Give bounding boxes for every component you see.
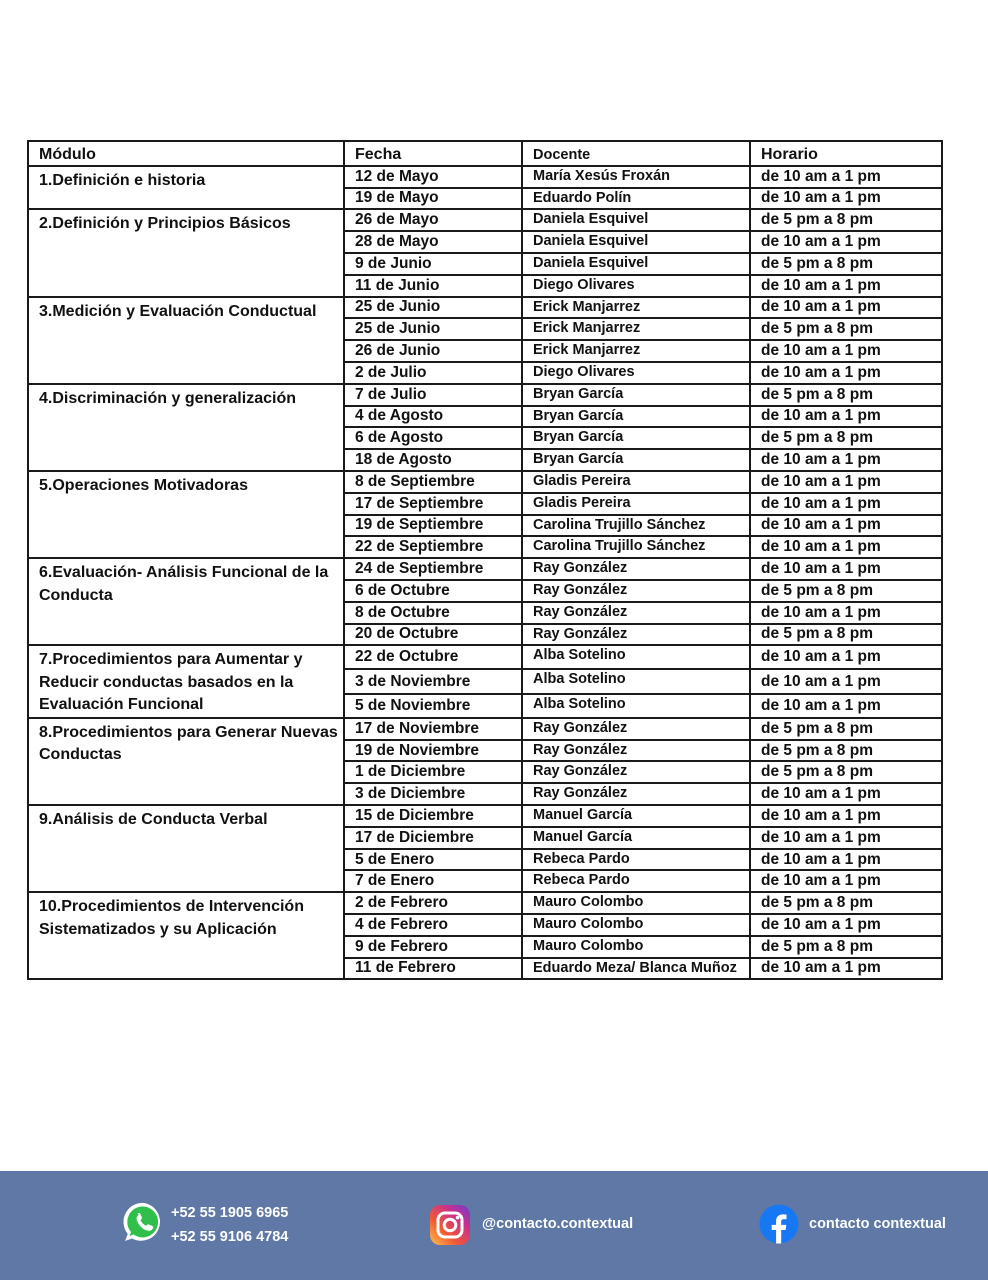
session-date: 15 de Diciembre (344, 805, 522, 827)
session-date: 6 de Octubre (344, 580, 522, 602)
session-teacher: Ray González (522, 602, 750, 624)
session-date: 26 de Mayo (344, 209, 522, 231)
session-date: 1 de Diciembre (344, 761, 522, 783)
phone-number-1[interactable]: +52 55 1905 6965 (171, 1205, 289, 1221)
session-time: de 10 am a 1 pm (750, 188, 942, 210)
session-teacher: Eduardo Meza/ Blanca Muñoz (522, 958, 750, 980)
session-time: de 5 pm a 8 pm (750, 740, 942, 762)
session-time: de 5 pm a 8 pm (750, 384, 942, 406)
schedule-body (28, 166, 942, 980)
session-teacher: Erick Manjarrez (522, 318, 750, 340)
module-title: 5.Operaciones Motivadoras (28, 471, 344, 558)
header-docente: Docente (522, 141, 750, 166)
session-teacher: Bryan García (522, 406, 750, 428)
session-time: de 10 am a 1 pm (750, 870, 942, 892)
session-date: 8 de Septiembre (344, 471, 522, 493)
session-teacher: Bryan García (522, 427, 750, 449)
session-teacher: Carolina Trujillo Sánchez (522, 515, 750, 537)
table-row (28, 718, 942, 740)
session-time: de 10 am a 1 pm (750, 362, 942, 384)
session-teacher: Bryan García (522, 449, 750, 471)
session-teacher: Gladis Pereira (522, 471, 750, 493)
module-title: 4.Discriminación y generalización (28, 384, 344, 471)
session-date: 5 de Noviembre (344, 694, 522, 718)
session-time: de 5 pm a 8 pm (750, 761, 942, 783)
session-teacher: Ray González (522, 580, 750, 602)
session-teacher: Ray González (522, 761, 750, 783)
session-date: 6 de Agosto (344, 427, 522, 449)
session-teacher: Ray González (522, 718, 750, 740)
module-title: 3.Medición y Evaluación Conductual (28, 297, 344, 384)
session-time: de 5 pm a 8 pm (750, 427, 942, 449)
session-time: de 10 am a 1 pm (750, 958, 942, 980)
phone-number-2[interactable]: +52 55 9106 4784 (171, 1229, 289, 1245)
session-date: 11 de Febrero (344, 958, 522, 980)
session-teacher: Erick Manjarrez (522, 297, 750, 319)
session-date: 18 de Agosto (344, 449, 522, 471)
facebook-icon[interactable] (759, 1204, 799, 1244)
session-time: de 5 pm a 8 pm (750, 718, 942, 740)
session-time: de 10 am a 1 pm (750, 849, 942, 871)
session-teacher: Ray González (522, 783, 750, 805)
session-teacher: Erick Manjarrez (522, 340, 750, 362)
module-title: 1.Definición e historia (28, 166, 344, 210)
session-date: 4 de Agosto (344, 406, 522, 428)
session-teacher: Mauro Colombo (522, 914, 750, 936)
session-time: de 10 am a 1 pm (750, 645, 942, 669)
session-teacher: Daniela Esquivel (522, 209, 750, 231)
session-date: 3 de Diciembre (344, 783, 522, 805)
session-time: de 5 pm a 8 pm (750, 624, 942, 646)
module-title: 2.Definición y Principios Básicos (28, 209, 344, 296)
session-date: 28 de Mayo (344, 231, 522, 253)
session-teacher: Ray González (522, 624, 750, 646)
session-time: de 10 am a 1 pm (750, 166, 942, 188)
session-time: de 10 am a 1 pm (750, 783, 942, 805)
session-date: 9 de Febrero (344, 936, 522, 958)
session-teacher: Diego Olivares (522, 275, 750, 297)
table-row (28, 892, 942, 914)
session-teacher: Ray González (522, 740, 750, 762)
session-teacher: Eduardo Polín (522, 188, 750, 210)
session-date: 2 de Julio (344, 362, 522, 384)
session-teacher: Manuel García (522, 827, 750, 849)
instagram-handle[interactable]: @contacto.contextual (482, 1216, 634, 1232)
session-teacher: Ray González (522, 558, 750, 580)
contact-footer (0, 1171, 988, 1280)
facebook-name[interactable]: contacto contextual (809, 1216, 946, 1232)
session-time: de 10 am a 1 pm (750, 827, 942, 849)
session-teacher: Rebeca Pardo (522, 870, 750, 892)
session-teacher: Alba Sotelino (522, 694, 750, 718)
session-teacher: Carolina Trujillo Sánchez (522, 536, 750, 558)
session-time: de 10 am a 1 pm (750, 694, 942, 718)
header-modulo: Módulo (28, 141, 344, 166)
module-title: 7.Procedimientos para Aumentar y Reducir conductas basados en la Evaluación Funcional (28, 645, 344, 718)
session-date: 25 de Junio (344, 297, 522, 319)
session-date: 7 de Julio (344, 384, 522, 406)
session-time: de 10 am a 1 pm (750, 805, 942, 827)
session-time: de 10 am a 1 pm (750, 493, 942, 515)
session-date: 17 de Diciembre (344, 827, 522, 849)
session-teacher: Gladis Pereira (522, 493, 750, 515)
session-date: 24 de Septiembre (344, 558, 522, 580)
session-time: de 10 am a 1 pm (750, 536, 942, 558)
session-date: 19 de Noviembre (344, 740, 522, 762)
table-row (28, 645, 942, 669)
session-date: 7 de Enero (344, 870, 522, 892)
session-teacher: Bryan García (522, 384, 750, 406)
session-date: 17 de Noviembre (344, 718, 522, 740)
module-title: 10.Procedimientos de Intervención Sistematizados y su Aplicación (28, 892, 344, 979)
module-title: 8.Procedimientos para Generar Nuevas Conductas (28, 718, 344, 805)
session-time: de 5 pm a 8 pm (750, 318, 942, 340)
session-time: de 10 am a 1 pm (750, 471, 942, 493)
session-date: 11 de Junio (344, 275, 522, 297)
session-date: 5 de Enero (344, 849, 522, 871)
table-row (28, 471, 942, 493)
whatsapp-icon[interactable] (121, 1200, 167, 1246)
session-teacher: Diego Olivares (522, 362, 750, 384)
session-time: de 10 am a 1 pm (750, 602, 942, 624)
table-row (28, 166, 942, 188)
session-teacher: Daniela Esquivel (522, 231, 750, 253)
session-time: de 10 am a 1 pm (750, 406, 942, 428)
session-time: de 10 am a 1 pm (750, 231, 942, 253)
session-date: 19 de Mayo (344, 188, 522, 210)
session-time: de 10 am a 1 pm (750, 275, 942, 297)
session-teacher: Rebeca Pardo (522, 849, 750, 871)
session-date: 3 de Noviembre (344, 669, 522, 693)
table-row (28, 805, 942, 827)
table-row (28, 297, 942, 319)
module-title: 9.Análisis de Conducta Verbal (28, 805, 344, 892)
session-teacher: Manuel García (522, 805, 750, 827)
session-time: de 10 am a 1 pm (750, 669, 942, 693)
session-teacher: Daniela Esquivel (522, 253, 750, 275)
header-fecha: Fecha (344, 141, 522, 166)
session-date: 26 de Junio (344, 340, 522, 362)
session-date: 2 de Febrero (344, 892, 522, 914)
session-date: 22 de Octubre (344, 645, 522, 669)
session-date: 22 de Septiembre (344, 536, 522, 558)
table-row (28, 209, 942, 231)
table-header-row (28, 141, 942, 166)
session-time: de 10 am a 1 pm (750, 515, 942, 537)
session-date: 9 de Junio (344, 253, 522, 275)
session-time: de 5 pm a 8 pm (750, 253, 942, 275)
session-date: 8 de Octubre (344, 602, 522, 624)
session-date: 4 de Febrero (344, 914, 522, 936)
session-time: de 10 am a 1 pm (750, 914, 942, 936)
session-teacher: Alba Sotelino (522, 645, 750, 669)
session-date: 25 de Junio (344, 318, 522, 340)
schedule-table (27, 140, 943, 980)
session-time: de 10 am a 1 pm (750, 340, 942, 362)
session-time: de 5 pm a 8 pm (750, 892, 942, 914)
instagram-icon[interactable] (429, 1204, 471, 1246)
session-date: 12 de Mayo (344, 166, 522, 188)
session-time: de 10 am a 1 pm (750, 449, 942, 471)
session-teacher: María Xesús Froxán (522, 166, 750, 188)
session-time: de 10 am a 1 pm (750, 558, 942, 580)
session-teacher: Mauro Colombo (522, 892, 750, 914)
module-title: 6.Evaluación- Análisis Funcional de la Conducta (28, 558, 344, 645)
session-time: de 10 am a 1 pm (750, 297, 942, 319)
table-row (28, 384, 942, 406)
session-time: de 5 pm a 8 pm (750, 936, 942, 958)
table-row (28, 558, 942, 580)
session-date: 19 de Septiembre (344, 515, 522, 537)
session-time: de 5 pm a 8 pm (750, 580, 942, 602)
session-date: 17 de Septiembre (344, 493, 522, 515)
session-teacher: Alba Sotelino (522, 669, 750, 693)
header-horario: Horario (750, 141, 942, 166)
session-date: 20 de Octubre (344, 624, 522, 646)
session-time: de 5 pm a 8 pm (750, 209, 942, 231)
session-teacher: Mauro Colombo (522, 936, 750, 958)
